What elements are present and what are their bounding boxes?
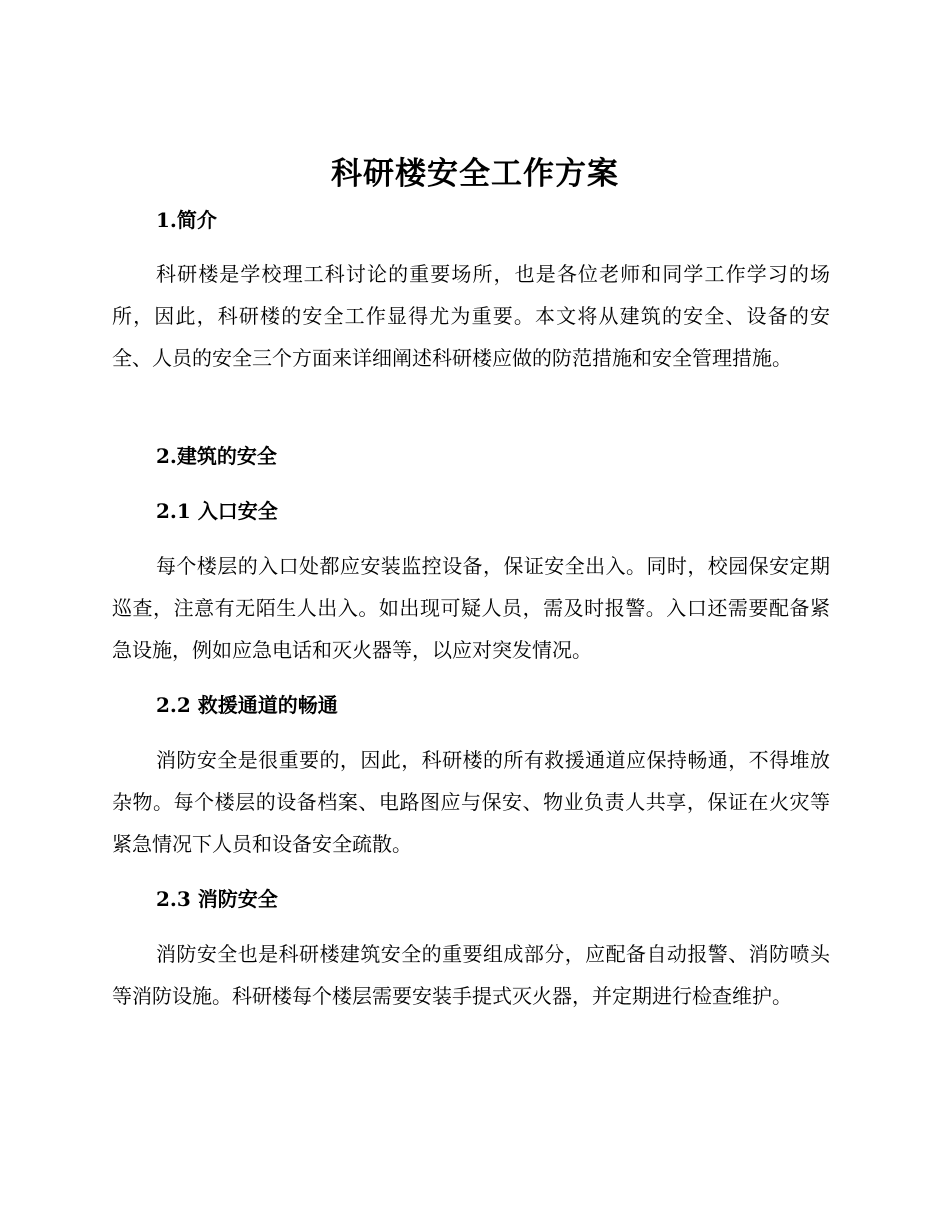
section-heading-entrance-safety: 2.1 入口安全	[156, 499, 278, 523]
section-heading-building-safety: 2.建筑的安全	[156, 444, 277, 468]
section-paragraph-rescue-passage: 消防安全是很重要的，因此，科研楼的所有救援通道应保持畅通，不得堆放杂物。每个楼层的设备档案、电路图应与保安、物业负责人共享，保证在火灾等紧急情况下人员和设备安全疏散。	[112, 748, 830, 856]
section-paragraph-fire-safety: 消防安全也是科研楼建筑安全的重要组成部分，应配备自动报警、消防喷头等消防设施。科研楼每个楼层需要安装手提式灭火器，并定期进行检查维护。	[112, 942, 830, 1008]
section-paragraph-entrance-safety: 每个楼层的入口处都应安装监控设备，保证安全出入。同时，校园保安定期巡查，注意有无陌生人出入。如出现可疑人员，需及时报警。入口还需要配备紧急设施，例如应急电话和灭火器等，以应对突发情况。	[112, 554, 830, 662]
section-heading-intro: 1.简介	[156, 208, 217, 232]
section-heading-fire-safety: 2.3 消防安全	[156, 887, 278, 911]
section-paragraph-intro: 科研楼是学校理工科讨论的重要场所，也是各位老师和同学工作学习的场所，因此，科研楼的安全工作显得尤为重要。本文将从建筑的安全、设备的安全、人员的安全三个方面来详细阐述科研楼应做的防范措施和安全管理措施。	[112, 262, 830, 370]
section-heading-rescue-passage: 2.2 救援通道的畅通	[156, 693, 338, 717]
document-title: 科研楼安全工作方案	[331, 156, 619, 192]
